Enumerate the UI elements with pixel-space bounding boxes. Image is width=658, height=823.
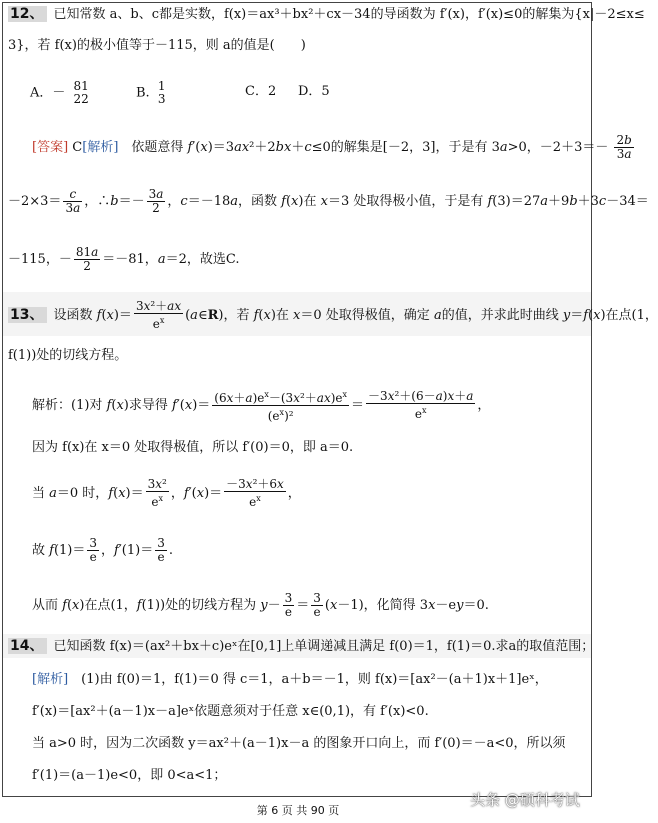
q14-solution-line4: f′(1)＝(a－1)e<0，即 0<a<1； [32,768,227,783]
q13-number: 13、 [8,307,47,323]
page-footer: 第 6 页 共 90 页 [256,804,340,817]
q14-solution-line1: [解析] (1)由 f(0)＝1，f(1)＝0 得 c＝1，a＋b＝－1，则 f(x)＝[ax²－(a＋1)x＋1]eˣ， [32,672,548,687]
watermark: 头条 @硕科考试 [470,791,580,809]
q13-solution-line1: 解析：(1)对 f(x)求导得 f′(x)＝ $\frac{(6x+a)e^x-(3x^2+ax)e^x}{(e^x)^2}$ ＝ $\frac{\text{－3x²＋(6－a)x＋a}}{e^x}$ ， [32,389,491,423]
analysis-tag: [解析] [82,140,119,155]
q12-option-c: C．2 [245,84,277,99]
q13-solution-line2: 因为 f(x)在 x＝0 处取得极值，所以 f′(0)＝0，即 a＝0. [32,440,354,455]
q12-number: 12、 [8,6,47,22]
analysis-tag: [解析] [32,672,69,687]
q14-number: 14、 [8,638,47,654]
q14-solution-line2: f′(x)＝[ax²＋(a－1)x－a]eˣ依题意须对于任意 x∈(0,1)，有 f′(x)<0. [32,704,429,719]
answer-tag: [答案] [32,140,69,155]
q12-solution-line2: －2×3＝ $\frac{c}{3a}$ ，∴b＝－ $\frac{3a}{2}$ ，c＝－18a，函数 f(x)在 x＝3 处取得极小值，于是有 f(3)＝27a＋9b＋3c－34＝ [8,187,649,215]
q12-solution-line3: －115，－ $\frac{81a}{2}$ ＝－81，a＝2，故选C. [8,245,240,273]
q13-solution-line5: 从而 f(x)在点(1，f(1))处的切线方程为 y－ $\frac{3}{e}$ ＝ $\frac{3}{e}$ (x－1)，化简得 3x－ey＝0. [32,591,489,619]
q13-line2: f(1))处的切线方程。 [8,348,128,363]
q12-line1: 12、 已知常数 a、b、c都是实数，f(x)＝ax³＋bx²＋cx－34的导函数为 f′(x)，f′(x)≤0的解集为{x|－2≤x≤ [10,6,645,22]
q14-line1: 14、 已知函数 f(x)＝(ax²＋bx＋c)eˣ在[0,1]上单调递减且满足 f(0)＝1，f(1)＝0.求a的取值范围； [10,638,595,654]
q12-line2: 3}，若 f(x)的极小值等于－115，则 a的值是( ) [8,38,306,53]
q13-line1: 13、 设函数 f(x)＝ $\frac{\text{3x²＋ax}}{e^x}$ (a∈R)，若 f(x)在 x＝0 处取得极值，确定 a的值，并求此时曲线 y＝f(x)在点(1， [10,299,658,331]
q14-solution-line3: 当 a>0 时，因为二次函数 y＝ax²＋(a－1)x－a 的图象开口向上，而 f′(0)＝－a<0，所以须 [32,736,566,751]
q12-option-b: B. 1 3 [136,79,166,106]
q12-option-a: A．－ 81 22 [30,79,89,106]
q13-solution-line3: 当 a＝0 时，f(x)＝ $\frac{\text{3x²}}{e^x}$ ，f′(x)＝ $\frac{\text{－3x²＋6x}}{e^x}$ ， [32,477,301,509]
q13-solution-line4: 故 f(1)＝ $\frac{3}{e}$ ，f′(1)＝ $\frac{3}{e}$ . [32,536,173,564]
q12-option-d: D．5 [298,84,330,99]
q12-solution-line1: [答案] C[解析] 依题意得 f′(x)＝3ax²＋2bx＋c≤0的解集是[－2，3]，于是有 3a>0，－2＋3＝－ $\frac{2b}{3a}$ [32,133,632,161]
